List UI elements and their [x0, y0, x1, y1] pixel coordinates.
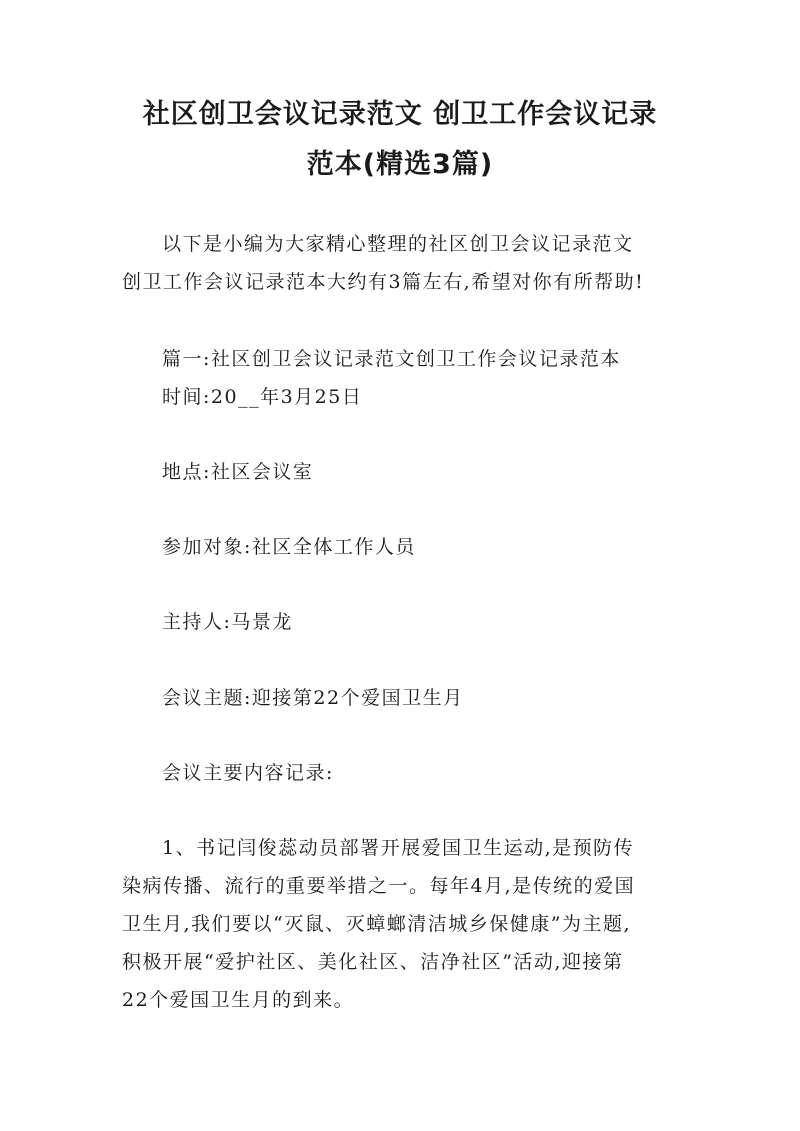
item1-line-4: 积极开展“爱护社区、美化社区、洁净社区”活动,迎接第 — [122, 951, 624, 973]
meeting-attendees: 参加对象:社区全体工作人员 — [162, 536, 416, 558]
title-line-2: 范本(精选3篇) — [306, 149, 494, 180]
minutes-item-1 — [122, 829, 682, 1019]
minutes-heading: 会议主要内容记录: — [162, 762, 334, 784]
meeting-location-block — [122, 453, 682, 491]
section-heading: 篇一:社区创卫会议记录范文创卫工作会议记录范本 — [162, 348, 621, 370]
item1-line-5: 22个爱国卫生月的到来。 — [122, 989, 355, 1011]
intro-line-1: 以下是小编为大家精心整理的社区创卫会议记录范文 — [162, 233, 634, 255]
item1-line-1: 1、书记闫俊蕊动员部署开展爱国卫生运动,是预防传 — [162, 837, 635, 859]
title-line-1: 社区创卫会议记录范文 创卫工作会议记录 — [142, 99, 658, 130]
meeting-host: 主持人:马景龙 — [162, 611, 293, 633]
intro-line-2: 创卫工作会议记录范本大约有3篇左右,希望对你有所帮助! — [122, 271, 645, 293]
intro-paragraph — [122, 225, 682, 301]
item1-line-2: 染病传播、流行的重要举措之一。每年4月,是传统的爱国 — [122, 875, 636, 897]
meeting-host-block — [122, 603, 682, 641]
meeting-location: 地点:社区会议室 — [162, 461, 314, 483]
item1-line-3: 卫生月,我们要以“灭鼠、灭蟑螂清洁城乡保健康”为主题, — [122, 913, 632, 935]
meeting-theme: 会议主题:迎接第22个爱国卫生月 — [162, 687, 464, 709]
document-title — [110, 96, 690, 184]
meeting-attendees-block — [122, 528, 682, 566]
meeting-theme-block — [122, 679, 682, 717]
section-heading-block — [122, 340, 682, 416]
minutes-heading-block — [122, 754, 682, 792]
meeting-time: 时间:20__年3月25日 — [162, 386, 363, 408]
